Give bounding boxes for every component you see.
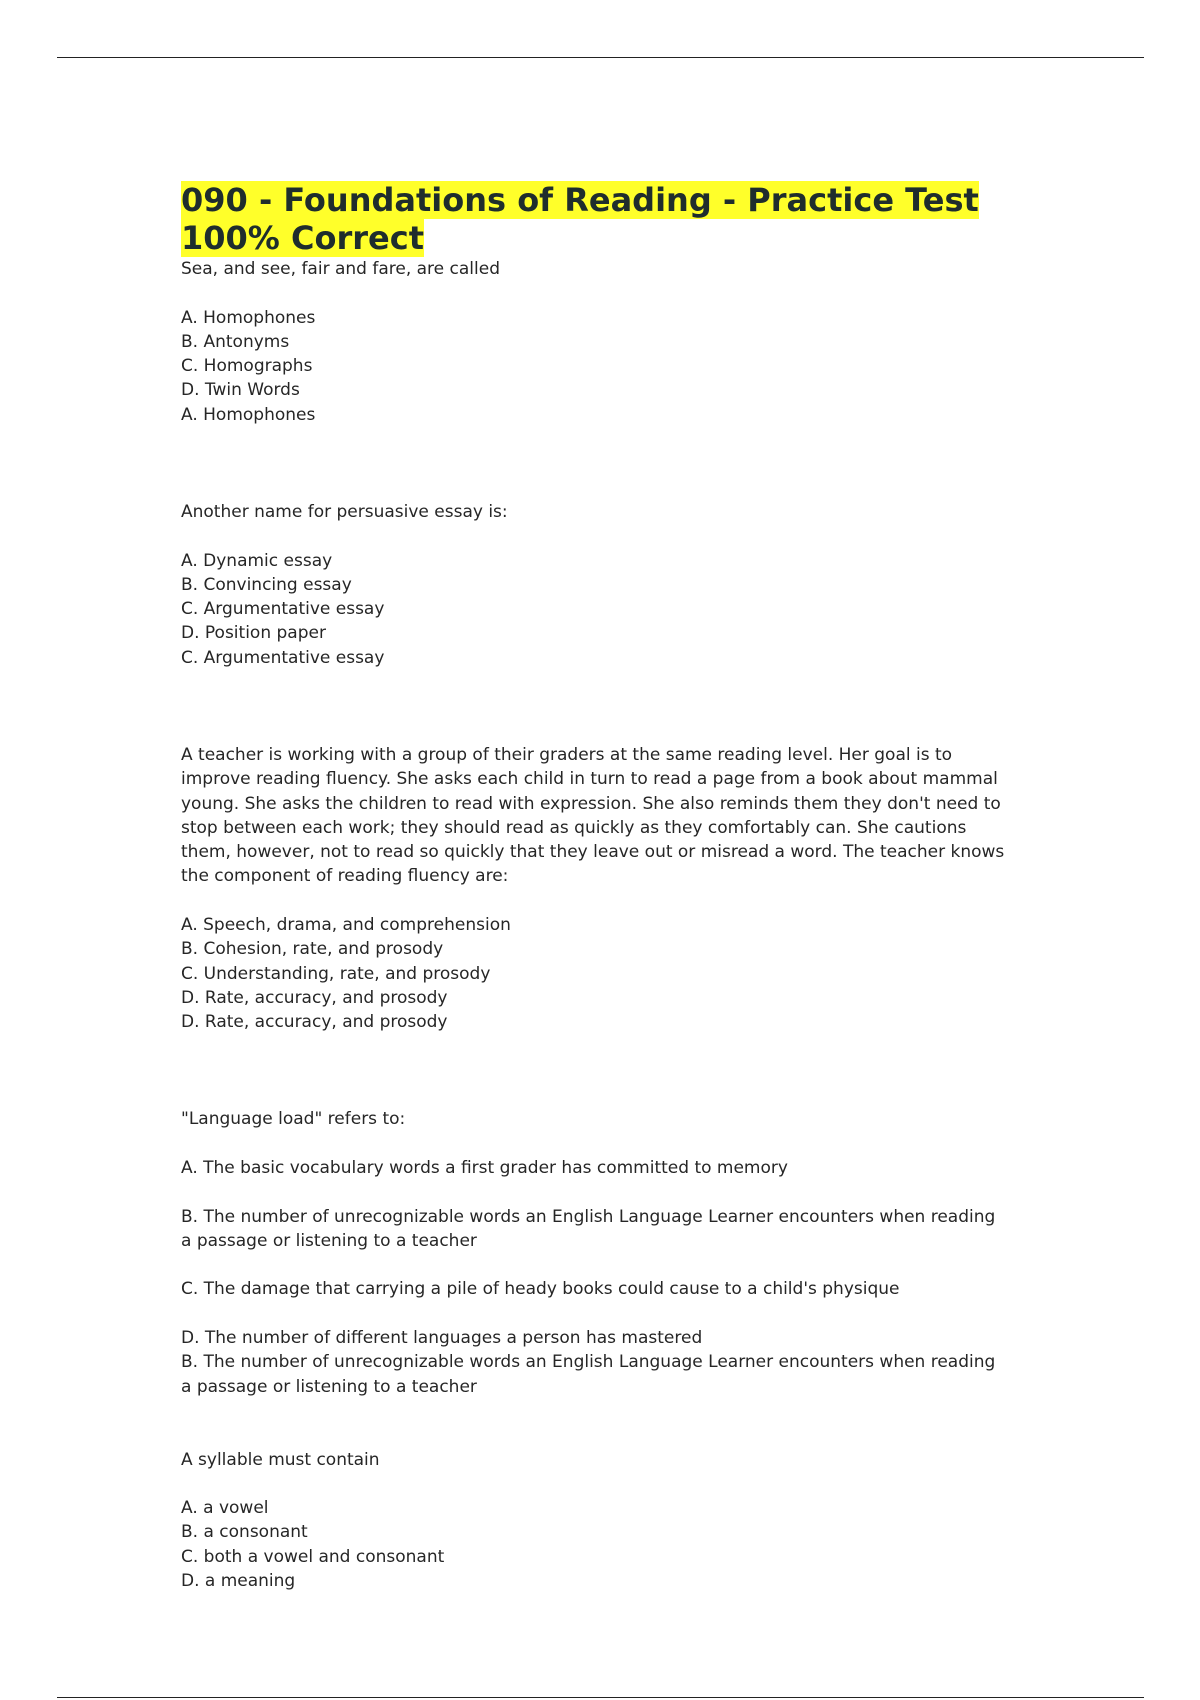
option-c: C. Homographs [181,356,313,377]
option-d: D. Position paper [181,623,326,644]
answer: C. Argumentative essay [181,647,385,668]
top-rule [57,57,1144,58]
option-c: C. Understanding, rate, and prosody [181,963,491,984]
question-stem: A teacher is working with a group of their graders at the same reading level. Her goal is to improve reading fluency. She asks each child in turn to read a page from a book about mammal young. She asks the children to read with expression. She also reminds them they don't need to stop between each work; they should read as quickly as they comfortably can. She cautions them, however, not to read so quickly that they leave out or misread a word. The teacher knows the component of reading fluency are: [181,744,1005,887]
question-stem: "Language load" refers to: [181,1109,406,1130]
option-a: A. Speech, drama, and comprehension [181,915,511,936]
title-line-2: 100% Correct [181,219,424,257]
bottom-rule [57,1697,1144,1698]
option-d: D. The number of different languages a person has mastered [181,1328,703,1349]
question-stem: A syllable must contain [181,1449,380,1470]
option-c: C. The damage that carrying a pile of heady books could cause to a child's physique [181,1279,900,1300]
option-b: B. Convincing essay [181,574,352,595]
option-d: D. Rate, accuracy, and prosody [181,987,448,1008]
option-b: B. a consonant [181,1522,308,1543]
option-a: A. Homophones [181,307,316,328]
answer: B. The number of unrecognizable words an English Language Learner encounters when reading a passage or listening to a teacher [181,1352,996,1397]
option-b: B. Antonyms [181,331,290,352]
question-stem: Another name for persuasive essay is: [181,501,508,522]
question-stem: Sea, and see, fair and fare, are called [181,259,500,279]
option-c: C. both a vowel and consonant [181,1546,445,1567]
option-b: B. Cohesion, rate, and prosody [181,939,444,960]
title-line-1: 090 - Foundations of Reading - Practice Test [181,181,979,219]
option-c: C. Argumentative essay [181,599,385,620]
question-3 [181,743,1021,1035]
document-body [181,181,1021,1593]
document-title [181,181,1021,257]
question-1 [181,257,1021,427]
answer: D. Rate, accuracy, and prosody [181,1012,448,1033]
option-a: A. Dynamic essay [181,550,333,571]
option-a: A. The basic vocabulary words a first grader has committed to memory [181,1157,788,1178]
answer: A. Homophones [181,404,316,425]
option-d: D. Twin Words [181,380,300,401]
option-a: A. a vowel [181,1498,269,1519]
question-2 [181,500,1021,670]
option-d: D. a meaning [181,1571,296,1592]
question-4 [181,1107,1021,1399]
question-5 [181,1448,1021,1594]
option-b: B. The number of unrecognizable words an English Language Learner encounters when reading a passage or listening to a teacher [181,1206,996,1251]
